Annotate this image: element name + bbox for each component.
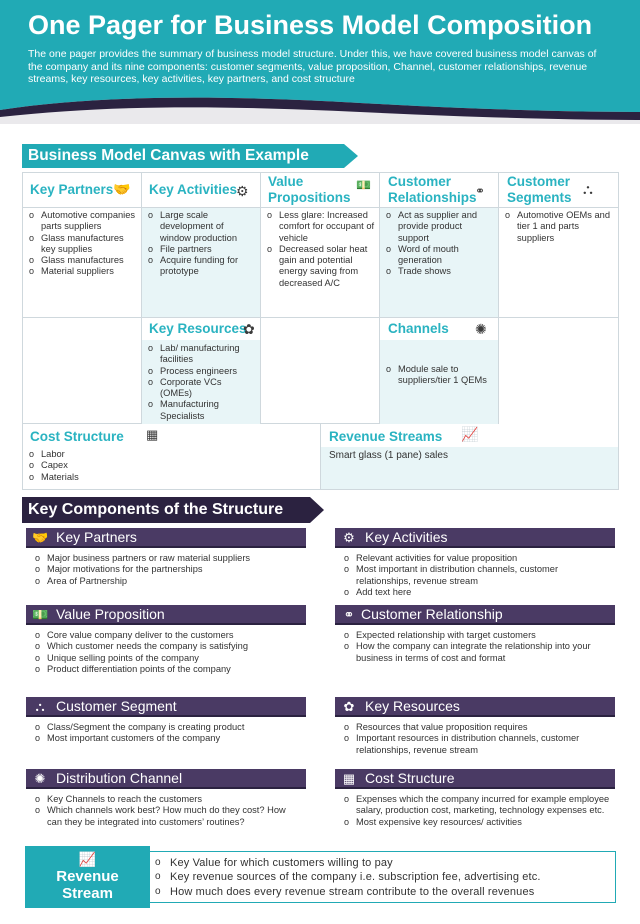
ch-title: Channels	[388, 321, 449, 336]
list-item: o Important resources in distribution channels, customer relationships, revenue stream	[342, 733, 612, 756]
cr-title: Customer Relationships	[388, 174, 477, 205]
list-item: o Acquire funding for prototype	[146, 255, 256, 278]
rev-body: Smart glass (1 pane) sales	[321, 447, 618, 489]
calculator-icon: ▦	[342, 771, 356, 786]
kc-cost-structure-body	[342, 794, 612, 828]
list-item: o Resources that value proposition requires	[342, 722, 612, 733]
list-item: o Which channels work best? How much do they cost? How can they be integrated into customers’ routines?	[33, 805, 303, 828]
kc-key-resources-header: ✿ Key Resources	[335, 697, 615, 717]
hierarchy-icon: ⛬	[583, 181, 593, 197]
gear-people-icon: ✿	[243, 321, 255, 337]
kc-customer-relationship-header: ⚭ Customer Relationship	[335, 605, 615, 625]
list-item: o How much does every revenue stream contribute to the overall revenues	[150, 885, 615, 899]
ka-title: Key Activities	[149, 182, 238, 197]
list-item: o Class/Segment the company is creating product	[33, 722, 303, 733]
list-item: o Major motivations for the partnerships	[33, 564, 303, 575]
row-divider	[22, 317, 619, 318]
cost-body	[23, 447, 320, 489]
money-icon: 💵	[356, 178, 371, 192]
list-item: o Glass manufactures key supplies	[27, 233, 137, 256]
list-item: o Large scale development of window production	[146, 210, 256, 244]
kc-value-proposition-body	[33, 630, 303, 675]
list-item: o Corporate VCs (OMEs)	[146, 377, 256, 400]
kc-key-resources-body	[342, 722, 612, 756]
revenue-stream-body	[150, 851, 616, 903]
list-item: o Capex	[27, 460, 316, 471]
chart-icon: 📈	[461, 426, 479, 442]
kc-value-proposition-header: 💵 Value Proposition	[26, 605, 306, 625]
chart-icon: 📈	[78, 851, 97, 867]
kc-distribution-channel-header: ✺ Distribution Channel	[26, 769, 306, 789]
kc-cost-structure-header: ▦ Cost Structure	[335, 769, 615, 789]
kr-title: Key Resources	[149, 321, 247, 336]
cs-title: Customer Segments	[507, 174, 572, 205]
list-item: o Most important customers of the company	[33, 733, 303, 744]
list-item: o Automotive companies parts suppliers	[27, 210, 137, 233]
list-item: o Lab/ manufacturing facilities	[146, 343, 256, 366]
network-icon: ✺	[34, 771, 46, 786]
network-icon: ✺	[475, 321, 487, 337]
rev-title: Revenue Streams	[329, 429, 443, 444]
gear-people-icon: ✿	[343, 699, 355, 714]
kp-body	[23, 207, 141, 317]
canvas-section-title: Business Model Canvas with Example	[22, 144, 358, 168]
list-item: o Unique selling points of the company	[33, 653, 303, 664]
list-item: o Key Value for which customers willing to pay	[150, 856, 615, 870]
list-item: o Trade shows	[384, 266, 494, 277]
vp-title: Value Propositions	[268, 174, 351, 205]
list-item: o Module sale to suppliers/tier 1 QEMs	[384, 364, 494, 387]
hierarchy-icon: ⛬	[35, 699, 45, 714]
cost-title: Cost Structure	[30, 429, 124, 444]
handshake-icon: 🤝	[32, 530, 49, 545]
list-item: o Word of mouth generation	[384, 244, 494, 267]
header-banner	[0, 0, 640, 124]
components-section-title: Key Components of the Structure	[22, 497, 324, 523]
ch-body	[380, 340, 498, 424]
gears-icon: ⚙	[236, 183, 249, 199]
list-item: o Product differentiation points of the company	[33, 664, 303, 675]
list-item: o Decreased solar heat gain and potential energy saving from decreased A/C	[265, 244, 375, 289]
list-item: o Relevant activities for value proposition	[342, 553, 612, 564]
row-divider-top	[22, 207, 619, 208]
list-item: o Less glare: Increased comfort for occupant of vehicle	[265, 210, 375, 244]
list-item: o Most expensive key resources/ activities	[342, 817, 612, 828]
list-item: o How the company can integrate the relationship into your business in terms of cost and format	[342, 641, 612, 664]
ka-body	[142, 207, 260, 317]
list-item: o Most important in distribution channels, customer relationships, revenue stream	[342, 564, 612, 587]
kc-key-activities-body	[342, 553, 612, 598]
money-icon: 💵	[32, 607, 49, 622]
list-item: o Key Channels to reach the customers	[33, 794, 303, 805]
kc-key-partners-header: 🤝 Key Partners	[26, 528, 306, 548]
people-link-icon: ⚭	[343, 607, 355, 622]
kc-key-partners-body	[33, 553, 303, 587]
list-item: o Major business partners or raw material suppliers	[33, 553, 303, 564]
list-item: o Area of Partnership	[33, 576, 303, 587]
list-item: o Act as supplier and provide product support	[384, 210, 494, 244]
kc-customer-relationship-body	[342, 630, 612, 664]
list-item: o Labor	[27, 449, 316, 460]
list-item: o Key revenue sources of the company i.e. subscription fee, advertising etc.	[150, 870, 615, 884]
page-description: The one pager provides the summary of business model structure. Under this, we have covered business model canvas of the company and its nine components: customer segments, value proposition, Channel, customer relationships, revenue streams, key resources, key activities, key partners, and cost structure	[28, 48, 597, 86]
handshake-icon: 🤝	[113, 181, 131, 197]
list-item: o Core value company deliver to the customers	[33, 630, 303, 641]
kp-title: Key Partners	[30, 182, 114, 197]
list-item: o Process engineers	[146, 366, 256, 377]
list-item: o Expected relationship with target customers	[342, 630, 612, 641]
list-item: o Add text here	[342, 587, 612, 598]
list-item: o Manufacturing Specialists	[146, 399, 256, 422]
list-item: o Glass manufactures	[27, 255, 137, 266]
list-item: o Automotive OEMs and tier 1 and parts suppliers	[503, 210, 614, 244]
kc-key-activities-header: ⚙ Key Activities	[335, 528, 615, 548]
list-item: o Expenses which the company incurred for example employee salary, production cost, marketing, technology expenses etc.	[342, 794, 612, 817]
page-title: One Pager for Business Model Composition	[28, 10, 593, 40]
kc-distribution-channel-body	[33, 794, 303, 828]
cs-body	[499, 207, 618, 317]
kr-body	[142, 340, 260, 424]
gears-icon: ⚙	[343, 530, 355, 545]
list-item: o File partners	[146, 244, 256, 255]
cr-body	[380, 207, 498, 317]
kc-customer-segment-header: ⛬ Customer Segment	[26, 697, 306, 717]
list-item: o Which customer needs the company is satisfying	[33, 641, 303, 652]
list-item: o Material suppliers	[27, 266, 137, 277]
revenue-stream-label: 📈 Revenue Stream	[25, 846, 150, 908]
calculator-icon: ▦	[146, 427, 159, 442]
kc-customer-segment-body	[33, 722, 303, 745]
vp-body	[261, 207, 379, 317]
list-item: o Materials	[27, 472, 316, 483]
people-link-icon: ⚭	[475, 184, 486, 198]
